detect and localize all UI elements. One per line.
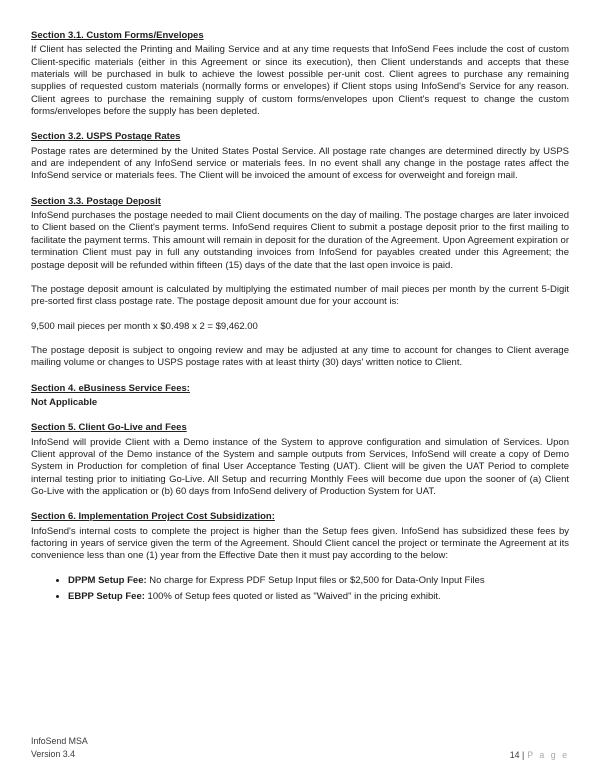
section-4-ebusiness-fees: [31, 383, 569, 410]
paragraph: Postage rates are determined by the United States Postal Service. All postage rate changes are determined directly by USPS and are independent of any InfoSend service or materials fees. In no event shall any change in the postage rates affect the InfoSend service or materials fees. The Client will be invoiced the amount of excess for overweight and foreign mail.: [31, 145, 569, 182]
section-heading: Section 3.3. Postage Deposit: [31, 195, 161, 207]
footer-doc-name: InfoSend MSA: [31, 736, 88, 747]
paragraph: InfoSend's internal costs to complete the project is higher than the Setup fees given. InfoSend has subsidized these fees by factoring in years of service given the term of the Agreement. Should Client cancel the project or terminate the Agreement at its convenience less than one (1) year from the Effective Date then it must pay according to the below:: [31, 525, 569, 562]
section-3-3-postage-deposit: [31, 196, 569, 370]
paragraph: The postage deposit is subject to ongoing review and may be adjusted at any time to account for changes to Client average mailing volume or changes to USPS postage rates with at least thirty (30) days' written notice to Client.: [31, 344, 569, 369]
list-item-ebpp-setup-fee: [68, 591, 569, 603]
footer-page-number: 14 |: [509, 750, 525, 760]
footer-page-info: [510, 750, 569, 760]
setup-fee-bullet-list: [31, 575, 569, 604]
section-heading: Section 5. Client Go-Live and Fees: [31, 422, 187, 434]
section-heading: Section 3.1. Custom Forms/Envelopes: [31, 30, 204, 41]
section-3-2-usps-postage-rates: [31, 131, 569, 182]
section-heading: Section 6. Implementation Project Cost Subsidization:: [31, 511, 275, 523]
list-item-dppm-setup-fee: [68, 575, 569, 587]
section-heading: Section 3.2. USPS Postage Rates: [31, 131, 181, 143]
paragraph: InfoSend will provide Client with a Demo instance of the System to approve configuration and simulation of Services. Upon Client approval of the Demo instance of the System and sample outputs from Services, InfoSend will create a copy of Demo System in Production for completion of final User Acceptance Testing (UAT). Client will be given the UAT Period to complete internal testing prior to initiating Go-Live. All Setup and recurring Monthly Fees will become due upon the sooner of (a) Client Go-Live with the application or (b) 60 days from InfoSend delivery of Production System for UAT.: [31, 436, 569, 497]
paragraph: The postage deposit amount is calculated by multiplying the estimated number of mail pieces per month by the current 5-Digit pre-sorted first class postage rate. The postage deposit amount due for your account is:: [31, 283, 569, 308]
paragraph: If Client has selected the Printing and Mailing Service and at any time requests that InfoSend Fees include the cost of custom Client-specific materials (either in this Agreement or since its execution), then Client understands and accepts that these materials will be purchased in bulk to achieve the lowest possible per-unit cost. Client agrees to purchase any remaining supplies of requested custom materials (normally forms or envelopes) if Client stops using InfoSend's Service for any reason. Client agrees to purchase the remaining supply of custom forms/envelopes upon Client's request to change the custom forms/envelopes before the supply has been depleted.: [31, 44, 569, 118]
section-3-1-custom-forms: [31, 30, 569, 118]
postage-deposit-formula: 9,500 mail pieces per month x $0.498 x 2 = $9,462.00: [31, 320, 258, 332]
footer-page-word: P a g e: [527, 750, 569, 760]
not-applicable-note: Not Applicable: [31, 396, 98, 408]
page-footer: [31, 735, 569, 760]
section-heading: Section 4. eBusiness Service Fees:: [31, 382, 190, 394]
bullet-text: No charge for Express PDF Setup Input files or $2,500 for Data-Only Input Files: [146, 574, 485, 586]
paragraph: InfoSend purchases the postage needed to mail Client documents on the day of mailing. The postage charges are later invoiced to Client based on the Client's payment terms. InfoSend requires Client to submit a postage deposit prior to the first mailing to facilitate the payment terms. This amount will remain in deposit for the duration of the Agreement. Upon Agreement expiration or termination Client must pay in full any outstanding invoices from InfoSend for payables created under this Agreement; the postage deposit will be refunded within fifteen (15) days of the date that the last open invoice is paid.: [31, 210, 569, 271]
bullet-lead: EBPP Setup Fee:: [68, 591, 145, 603]
bullet-lead: DPPM Setup Fee:: [68, 574, 147, 586]
footer-doc-info: [31, 735, 88, 760]
section-5-client-go-live: [31, 422, 569, 498]
footer-version: Version 3.4: [31, 748, 76, 759]
section-6-cost-subsidization: [31, 511, 569, 603]
bullet-text: 100% of Setup fees quoted or listed as "Waived" in the pricing exhibit.: [144, 591, 441, 603]
